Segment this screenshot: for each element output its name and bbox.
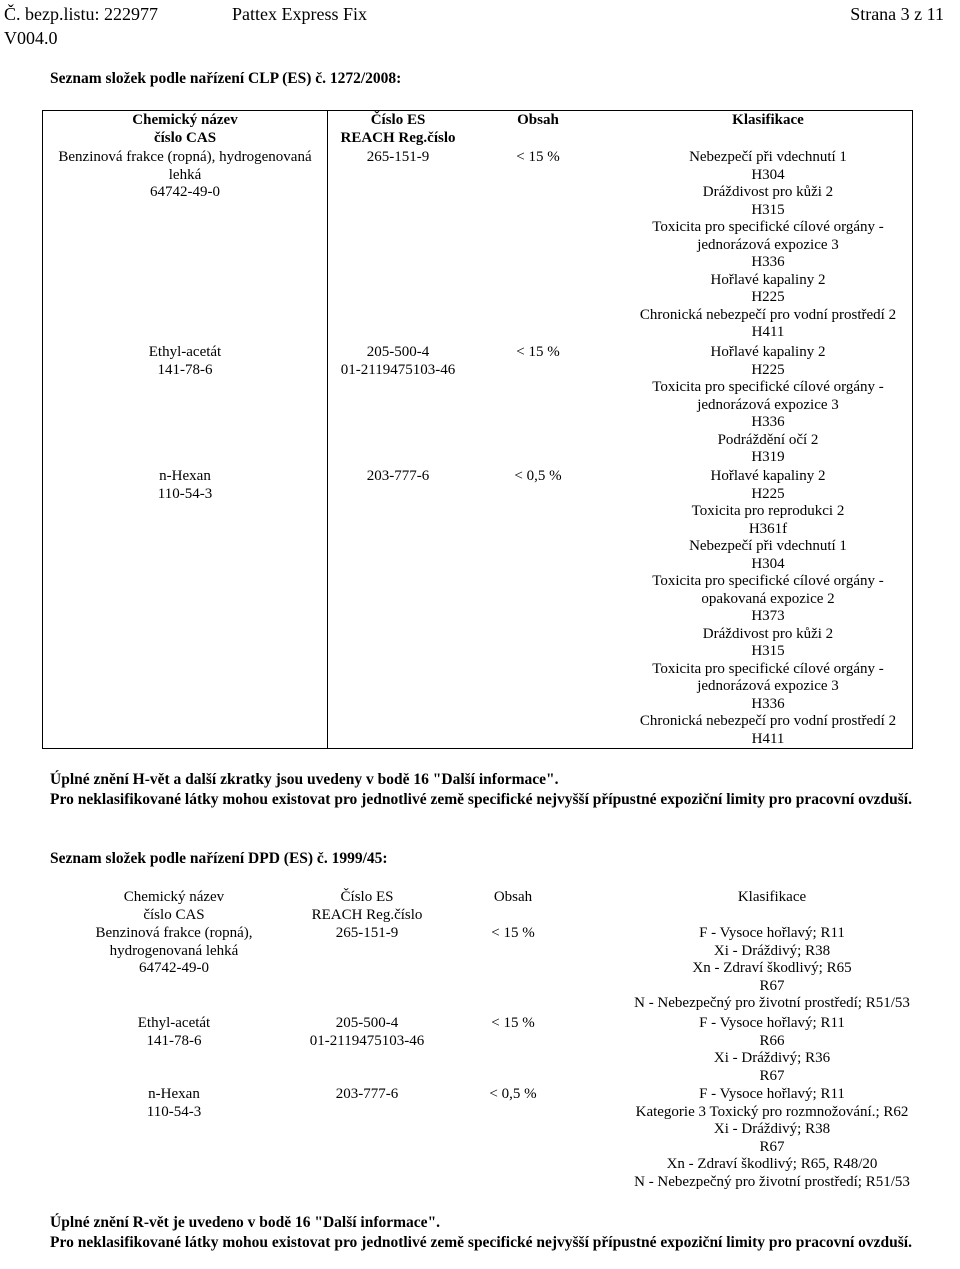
clp-note-limits: Pro neklasifikované látky mohou existovat pro jednotlivé země specifické nejvyšší přípustné expoziční limity pro pracovní ovzduší. [50,791,912,808]
dpd-row-3-content: < 0,5 % [489,1086,537,1102]
clp-row-2-name: Ethyl-acetát 141-78-6 [148,344,222,378]
clp-table [42,110,913,749]
clp-row-1-es: 265-151-9 [366,149,430,165]
clp-header-content: Obsah [517,112,559,128]
dpd-note-full-text: Úplné znění R-vět je uvedeno v bodě 16 "Další informace". [50,1214,441,1231]
dpd-row-3-name: n-Hexan 110-54-3 [146,1086,202,1120]
dpd-row-2-es: 205-500-4 01-2119475103-46 [309,1015,425,1049]
version-number: V004.0 [4,28,58,48]
dpd-note-limits: Pro neklasifikované látky mohou existovat pro jednotlivé země specifické nejvyšší přípustné expoziční limity pro pracovní ovzduší. [50,1234,912,1251]
clp-header-es: Číslo ES REACH Reg.číslo [340,112,456,146]
dpd-row-2-classification: F - Vysoce hořlavý; R11 R66 Xi - Dráždivý; R36 R67 [699,1015,845,1084]
dpd-row-2-name: Ethyl-acetát 141-78-6 [137,1015,211,1049]
clp-header-name: Chemický název číslo CAS [132,112,238,146]
clp-row-3-es: 203-777-6 [366,468,430,484]
dpd-header-content: Obsah [493,889,533,905]
dpd-row-2-content: < 15 % [491,1015,535,1031]
clp-row-3-name: n-Hexan 110-54-3 [157,468,213,502]
page-number: Strana 3 z 11 [850,4,944,24]
dpd-row-1-content: < 15 % [491,925,535,941]
clp-row-2-content: < 15 % [516,344,560,360]
clp-section-title: Seznam složek podle nařízení CLP (ES) č. 1272/2008: [50,70,402,87]
product-name: Pattex Express Fix [232,4,367,24]
dpd-row-1-name: Benzinová frakce (ropná), hydrogenovaná lehká 64742-49-0 [95,925,253,976]
clp-row-2-classification: Hořlavé kapaliny 2 H225 Toxicita pro specifické cílové orgány - jednorázová expozice 3 H336 Podráždění očí 2 H319 [652,344,884,465]
clp-row-3-classification: Hořlavé kapaliny 2 H225 Toxicita pro reprodukci 2 H361f Nebezpečí při vdechnutí 1 H304 Toxicita pro specifické cílové orgány - opakovaná expozice 2 H373 Dráždivost pro kůži 2 H315 Toxicita pro specifické cílové orgány - jednorázová expozice 3 H336 Chronická nebezpečí pro vodní prostředí 2 H411 [639,468,897,747]
dpd-row-1-es: 265-151-9 [335,925,399,941]
safety-sheet-number: Č. bezp.listu: 222977 [4,4,158,24]
dpd-row-3-es: 203-777-6 [335,1086,399,1102]
dpd-header-classification: Klasifikace [737,889,807,905]
clp-row-1-name: Benzinová frakce (ropná), hydrogenovaná lehká 64742-49-0 [58,149,312,200]
clp-row-1-content: < 15 % [516,149,560,165]
dpd-row-3-classification: F - Vysoce hořlavý; R11 Kategorie 3 Toxický pro rozmnožování.; R62 Xi - Dráždivý; R38 R67 Xn - Zdraví škodlivý; R65, R48/20 N - Nebezpečný pro životní prostředí; R51/53 [634,1086,910,1190]
clp-note-full-text: Úplné znění H-vět a další zkratky jsou uvedeny v bodě 16 "Další informace". [50,771,559,788]
clp-row-2-es: 205-500-4 01-2119475103-46 [340,344,456,378]
clp-header-classification: Klasifikace [732,112,804,128]
clp-row-3-content: < 0,5 % [514,468,562,484]
dpd-table [42,888,922,1198]
dpd-section-title: Seznam složek podle nařízení DPD (ES) č. 1999/45: [50,850,388,867]
clp-row-1-classification: Nebezpečí při vdechnutí 1 H304 Dráždivost pro kůži 2 H315 Toxicita pro specifické cílové orgány - jednorázová expozice 3 H336 Hořlavé kapaliny 2 H225 Chronická nebezpečí pro vodní prostředí 2 H411 [639,149,897,340]
dpd-row-1-classification: F - Vysoce hořlavý; R11 Xi - Dráždivý; R38 Xn - Zdraví škodlivý; R65 R67 N - Nebezpečný pro životní prostředí; R51/53 [634,925,910,1011]
dpd-header-es: Číslo ES REACH Reg.číslo [311,889,423,923]
dpd-header-name: Chemický název číslo CAS [123,889,225,923]
